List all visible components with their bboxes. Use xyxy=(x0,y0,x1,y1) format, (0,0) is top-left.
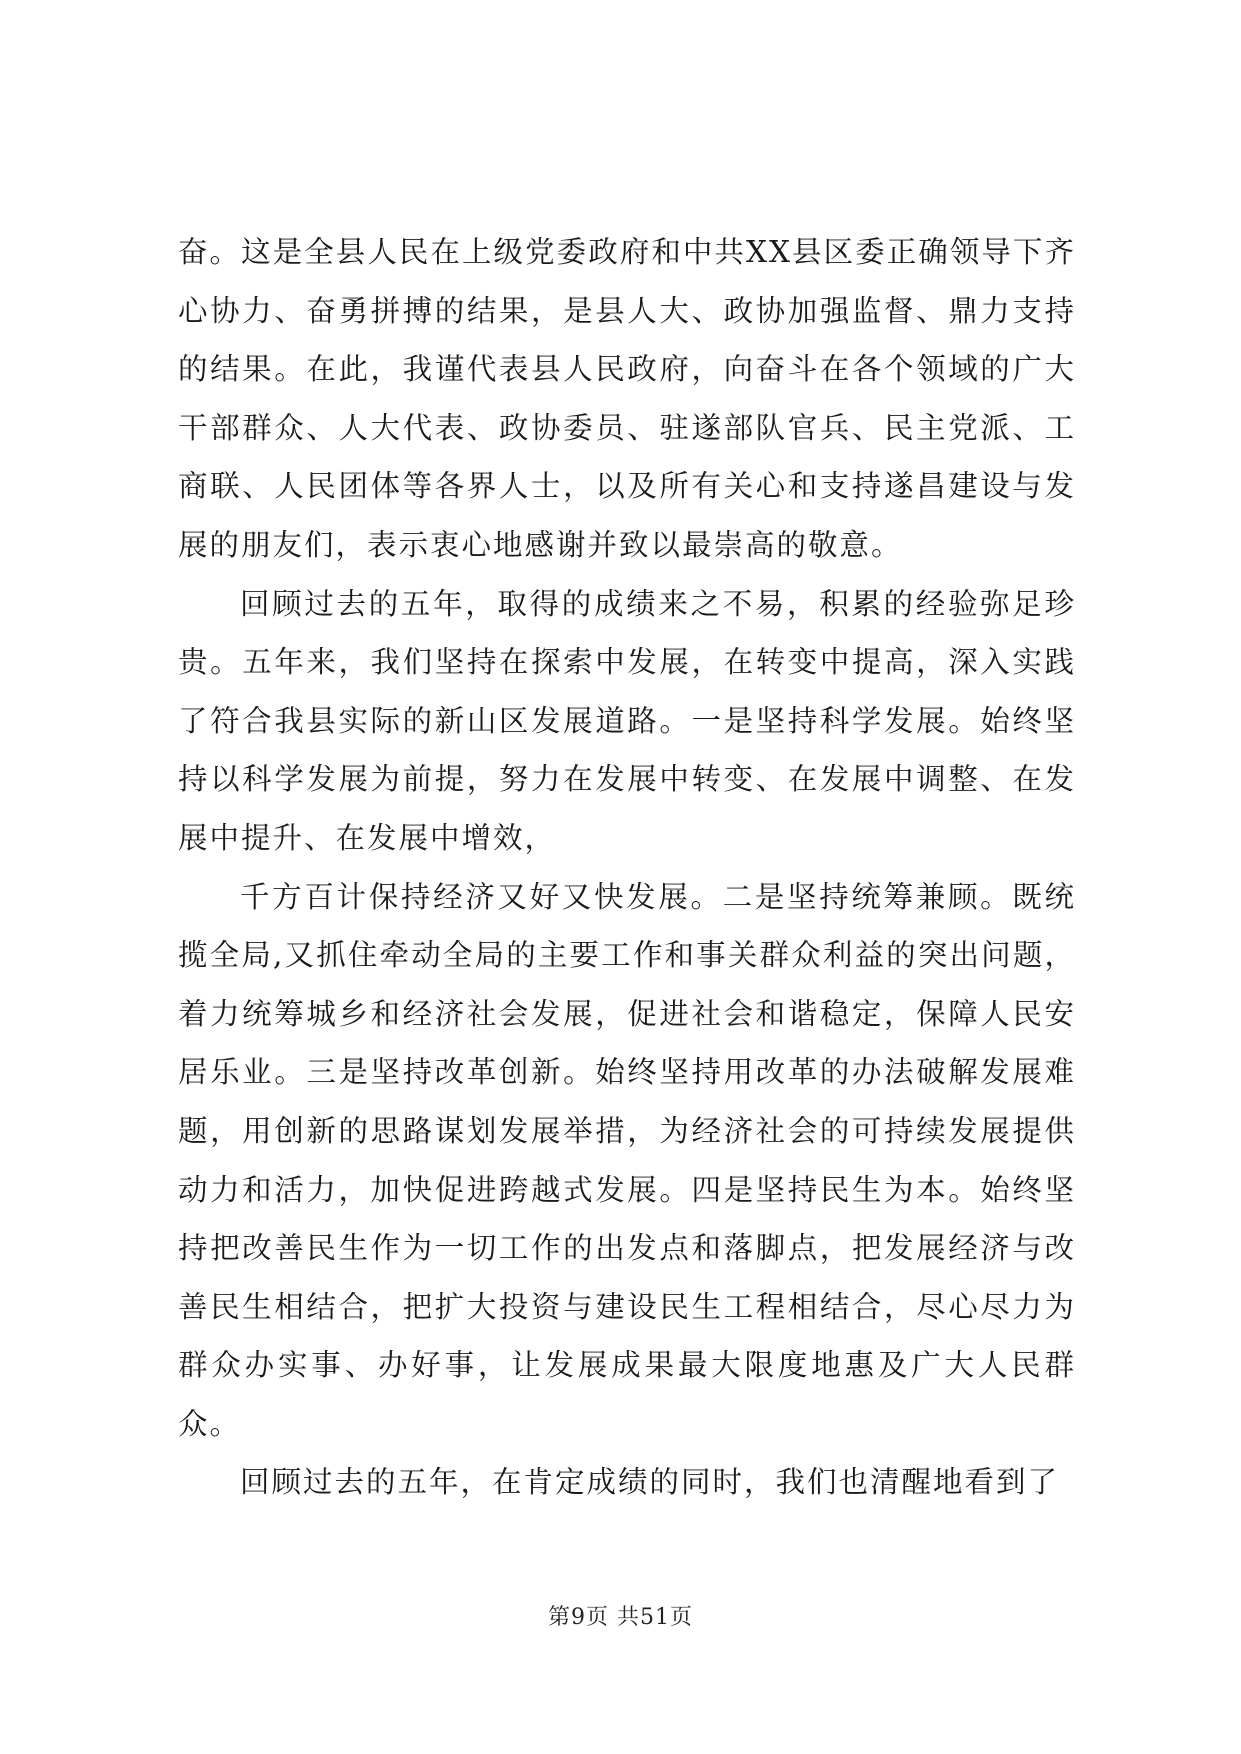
paragraph-3: 千方百计保持经济又好又快发展。二是坚持统筹兼顾。既统揽全局,又抓住牵动全局的主要工作和事关群众利益的突出问题，着力统筹城乡和经济社会发展，促进社会和谐稳定，保障人民安居乐业。三是坚持改革创新。始终坚持用改革的办法破解发展难题，用创新的思路谋划发展举措，为经济社会的可持续发展提供动力和活力，加快促进跨越式发展。四是坚持民生为本。始终坚持把改善民生作为一切工作的出发点和落脚点，把发展经济与改善民生相结合，把扩大投资与建设民生工程相结合，尽心尽力为群众办实事、办好事，让发展成果最大限度地惠及广大人民群众。 xyxy=(178,879,1076,1441)
paragraph-2: 回顾过去的五年，取得的成绩来之不易，积累的经验弥足珍贵。五年来，我们坚持在探索中发展，在转变中提高，深入实践了符合我县实际的新山区发展道路。一是坚持科学发展。始终坚持以科学发展为前提，努力在发展中转变、在发展中调整、在发展中提升、在发展中增效， xyxy=(178,586,1076,855)
paragraph-1: 奋。这是全县人民在上级党委政府和中共XX县区委正确领导下齐心协力、奋勇拼搏的结果，是县人大、政协加强监督、鼎力支持的结果。在此，我谨代表县人民政府，向奋斗在各个领域的广大干部群众、人大代表、政协委员、驻遂部队官兵、民主党派、工商联、人民团体等各界人士，以及所有关心和支持遂昌建设与发展的朋友们，表示衷心地感谢并致以最崇高的敬意。 xyxy=(178,235,1076,562)
document-body xyxy=(178,223,1076,1512)
page-number-footer: 第9页 共51页 xyxy=(548,1605,693,1630)
paragraph-4: 回顾过去的五年，在肯定成绩的同时，我们也清醒地看到了 xyxy=(240,1465,1060,1500)
